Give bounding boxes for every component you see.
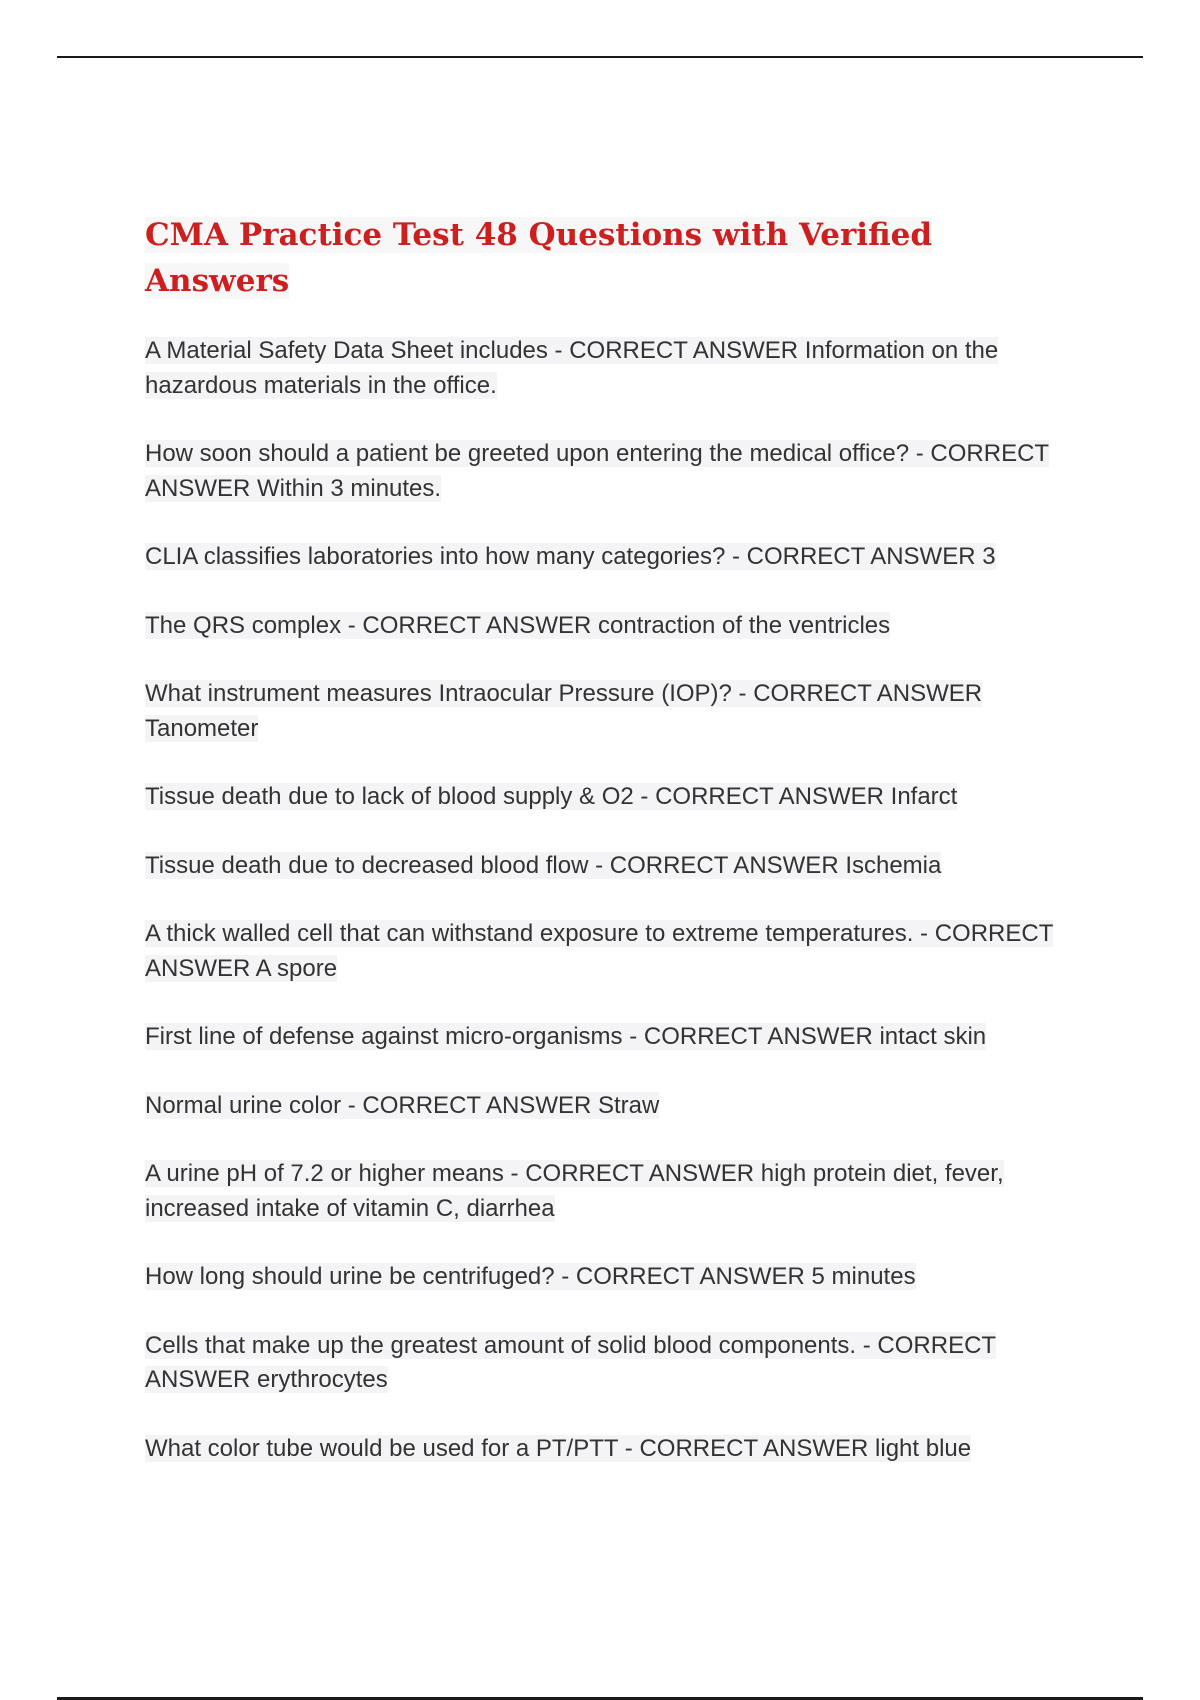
qa-text: What color tube would be used for a PT/PTT - CORRECT ANSWER light blue xyxy=(145,1434,972,1462)
qa-text: The QRS complex - CORRECT ANSWER contraction of the ventricles xyxy=(145,611,891,639)
qa-item xyxy=(145,1089,1065,1124)
qa-item xyxy=(145,609,1065,644)
qa-item xyxy=(145,1260,1065,1295)
qa-item xyxy=(145,917,1065,986)
qa-item xyxy=(145,437,1065,506)
title-block xyxy=(145,212,1065,304)
qa-text: A thick walled cell that can withstand exposure to extreme temperatures. - CORRECT ANSWER A spore xyxy=(145,920,1054,982)
qa-item xyxy=(145,849,1065,884)
qa-text: A urine pH of 7.2 or higher means - CORRECT ANSWER high protein diet, fever, increased intake of vitamin C, diarrhea xyxy=(145,1160,1004,1222)
document-title: CMA Practice Test 48 Questions with Verified Answers xyxy=(145,217,933,299)
qa-text: First line of defense against micro-organisms - CORRECT ANSWER intact skin xyxy=(145,1023,987,1050)
qa-item xyxy=(145,334,1065,403)
qa-text: Normal urine color - CORRECT ANSWER Straw xyxy=(145,1091,660,1119)
qa-text: How soon should a patient be greeted upon entering the medical office? - CORRECT ANSWER Within 3 minutes. xyxy=(145,440,1050,502)
qa-text: What instrument measures Intraocular Pressure (IOP)? - CORRECT ANSWER Tanometer xyxy=(145,680,983,742)
qa-text: How long should urine be centrifuged? - CORRECT ANSWER 5 minutes xyxy=(145,1263,916,1290)
qa-item xyxy=(145,1157,1065,1226)
qa-text: Cells that make up the greatest amount of solid blood components. - CORRECT ANSWER erythrocytes xyxy=(145,1331,997,1393)
qa-text: Tissue death due to decreased blood flow - CORRECT ANSWER Ischemia xyxy=(145,851,942,879)
qa-item xyxy=(145,540,1065,575)
document-body xyxy=(145,212,1065,1500)
qa-text: A Material Safety Data Sheet includes - CORRECT ANSWER Information on the hazardous materials in the office. xyxy=(145,337,999,399)
qa-item xyxy=(145,780,1065,815)
qa-text: CLIA classifies laboratories into how many categories? - CORRECT ANSWER 3 xyxy=(145,543,996,570)
qa-text: Tissue death due to lack of blood supply & O2 - CORRECT ANSWER Infarct xyxy=(145,783,958,810)
qa-item xyxy=(145,1020,1065,1055)
header-rule xyxy=(57,56,1143,58)
qa-item xyxy=(145,1329,1065,1398)
qa-item xyxy=(145,677,1065,746)
qa-item xyxy=(145,1432,1065,1467)
